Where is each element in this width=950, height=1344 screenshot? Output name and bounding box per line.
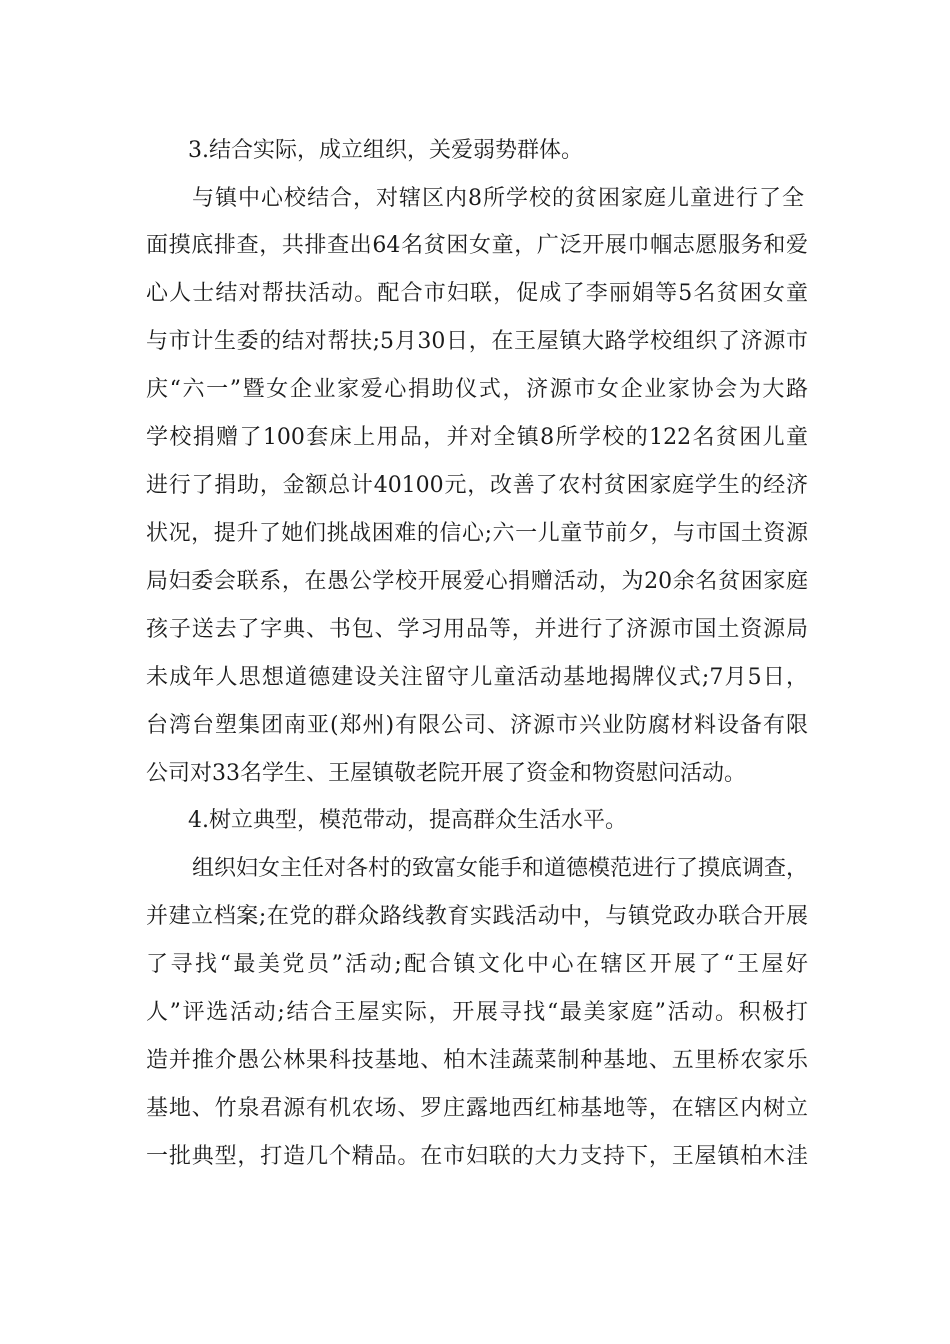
paragraph-line: 进行了捐助，金额总计40100元，改善了农村贫困家庭学生的经济 [146,473,808,498]
paragraph-line: 造并推介愚公林果科技基地、柏木洼蔬菜制种基地、五里桥农家乐 [146,1048,808,1073]
paragraph-line: 人”评选活动;结合王屋实际，开展寻找“最美家庭”活动。积极打 [146,1000,808,1025]
paragraph-line: 庆“六一”暨女企业家爱心捐助仪式，济源市女企业家协会为大路 [146,377,808,402]
paragraph-line: 台湾台塑集团南亚(郑州)有限公司、济源市兴业防腐材料设备有限 [146,713,808,738]
paragraph-line: 基地、竹泉君源有机农场、罗庄露地西红柿基地等，在辖区内树立 [146,1096,808,1121]
paragraph-line: 心人士结对帮扶活动。配合市妇联，促成了李丽娟等5名贫困女童 [146,281,808,306]
section-heading-3: 3.结合实际，成立组织，关爱弱势群体。 [188,138,583,163]
paragraph-line: 状况，提升了她们挑战困难的信心;六一儿童节前夕，与市国土资源 [146,521,808,546]
paragraph-line: 公司对33名学生、王屋镇敬老院开展了资金和物资慰问活动。 [146,761,746,786]
paragraph-line: 学校捐赠了100套床上用品，并对全镇8所学校的122名贫困儿童 [146,425,808,450]
section-heading-4: 4.树立典型，模范带动，提高群众生活水平。 [188,808,627,833]
paragraph-line: 与市计生委的结对帮扶;5月30日，在王屋镇大路学校组织了济源市 [146,329,808,354]
paragraph-line: 一批典型，打造几个精品。在市妇联的大力支持下，王屋镇柏木洼 [146,1144,808,1169]
paragraph-line: 组织妇女主任对各村的致富女能手和道德模范进行了摸底调查， [192,856,809,881]
paragraph-line: 面摸底排查，共排查出64名贫困女童，广泛开展巾帼志愿服务和爱 [146,233,808,258]
paragraph-line: 与镇中心校结合，对辖区内8所学校的贫困家庭儿童进行了全 [192,186,804,211]
paragraph-line: 孩子送去了字典、书包、学习用品等，并进行了济源市国土资源局 [146,617,808,642]
paragraph-line: 并建立档案;在党的群众路线教育实践活动中，与镇党政办联合开展 [146,904,808,929]
paragraph-line: 了寻找“最美党员”活动;配合镇文化中心在辖区开展了“王屋好 [146,952,808,977]
paragraph-line: 未成年人思想道德建设关注留守儿童活动基地揭牌仪式;7月5日， [146,665,808,690]
paragraph-line: 局妇委会联系，在愚公学校开展爱心捐赠活动，为20余名贫困家庭 [146,569,808,594]
